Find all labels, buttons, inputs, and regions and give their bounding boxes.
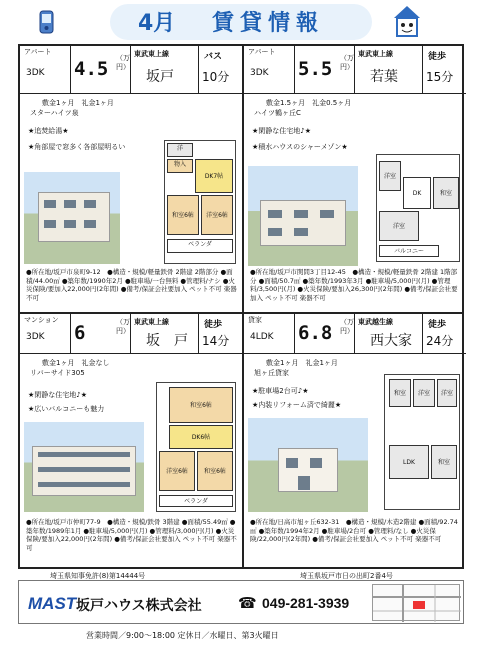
rent-unit: （万円） <box>116 318 130 335</box>
feature-text: ★追焚給湯★ <box>28 127 69 135</box>
house-mascot-icon <box>390 2 424 42</box>
access-minutes: 24分 <box>426 334 454 348</box>
floor-plan: 和室6帖 DK6帖 洋室6帖 和室6帖 ベランダ <box>156 382 236 512</box>
phone-number[interactable]: 049-281-3939 <box>262 595 350 611</box>
rent-price: 6 <box>74 322 86 344</box>
property-type: アパート <box>24 48 52 56</box>
building-name: リバーサイド305 <box>30 369 85 377</box>
company-logo: MAST <box>28 594 77 613</box>
deposit-terms: 敷金1ヶ月 礼金なし <box>42 359 110 367</box>
building-photo <box>24 422 144 512</box>
station-name: 坂 戸 <box>146 333 188 349</box>
page-header <box>0 0 482 44</box>
deposit-terms: 敷金1.5ヶ月 礼金0.5ヶ月 <box>266 99 352 107</box>
room-layout: 4LDK <box>250 332 274 342</box>
feature-text: ★積水ハウスのシャーメゾン★ <box>252 143 348 151</box>
company-address: 埼玉県坂戸市日の出町2番4号 <box>300 572 393 580</box>
station-name: 西大家 <box>370 333 412 349</box>
train-line: 東武東上線 <box>358 50 393 58</box>
floor-plan: 洋 物入 DK7帖 和室6帖 洋室6帖 ベランダ <box>164 140 236 264</box>
floor-plan: 和室 洋室 洋室 LDK 和室 <box>384 374 460 510</box>
access-method: バス <box>204 52 223 62</box>
property-details: ●所在地/坂戸市泉町9-12 ●構造・規模/軽量鉄骨 2階建 2階部分 ●面積/44.00㎡ ●築年数/1990年2月 ●駐車場/一台無料 ●管理料/ナシ ●火災保険/要加入22,000円(2年間) ●備考/保証会社要加入 ペット不可 楽器不可 <box>26 268 237 302</box>
building-name: スターハイツ泉 <box>30 109 79 117</box>
company-name: 坂戸ハウス株式会社 <box>76 598 202 614</box>
title-month: 4月 <box>138 11 176 36</box>
property-type: マンション <box>24 316 59 324</box>
access-method: 徒歩 <box>428 320 447 330</box>
access-method: 徒歩 <box>428 52 447 62</box>
property-details: ●所在地/坂戸市関間3丁目12-45 ●構造・規模/軽量鉄骨 2階建 1階部分 ●面積/50.7㎡ ●築年数/1993年3月 ●駐車場/5,000円(月) ●管理料/3,500円(月) ●火災保険/要加入26,300円(2年間) ●備考/保証会社要加入 ペット不可 楽器不可 <box>250 268 458 302</box>
room-layout: 3DK <box>26 68 45 78</box>
listing-header <box>20 46 242 94</box>
room-layout: 3DK <box>26 332 45 342</box>
feature-text: ★角部屋で窓多く各部屋明るい <box>28 143 126 151</box>
train-line: 東武東上線 <box>134 50 169 58</box>
listing-header <box>20 314 242 354</box>
building-name: ハイツ鶴ヶ丘C <box>254 109 301 117</box>
property-type: 貸家 <box>248 316 262 324</box>
feature-text: ★内装リフォーム済で綺麗★ <box>252 401 342 409</box>
building-photo <box>248 166 358 266</box>
listing-header <box>244 314 466 354</box>
property-details: ●所在地/坂戸市仲町77-9 ●構造・規模/鉄骨 3階建 ●面積/55.49㎡ ●築年数/1989年1月 ●駐車場/5,000円(月) ●管理料/3,000円(月) ●火災保険/要加入22,000円(2年間) ●備考/保証会社要加入 ペット不可 楽器不可 <box>26 518 237 552</box>
license-number: 埼玉県知事免許(8)第14444号 <box>50 572 146 580</box>
property-details: ●所在地/日高市旭ヶ丘632-31 ●構造・規模/木造2階建 ●面積/92.74㎡ ●築年数/1994年2月 ●駐車場/2台可 ●管理料/なし ●火災保険/22,000円(2年間) ●備考/保証会社要加入 ペット不可 楽器不可 <box>250 518 458 543</box>
listing-header <box>244 46 466 94</box>
listing-card[interactable] <box>244 46 466 312</box>
listing-grid <box>18 44 464 569</box>
telephone-icon: ☎ <box>238 594 257 612</box>
feature-text: ★閑静な住宅地♪★ <box>28 391 88 399</box>
deposit-terms: 敷金1ヶ月 礼金1ヶ月 <box>266 359 338 367</box>
property-type: アパート <box>248 48 276 56</box>
rent-price: 6.8 <box>298 322 333 344</box>
rent-unit: （万円） <box>340 54 354 71</box>
building-photo <box>248 418 368 512</box>
floor-plan: 洋室 DK 和室 洋室 バルコニー <box>376 154 460 262</box>
listing-card[interactable] <box>20 314 242 567</box>
room-layout: 3DK <box>250 68 269 78</box>
feature-text: ★広いバルコニーも魅力 <box>28 405 105 413</box>
location-map <box>372 584 460 621</box>
business-hours: 営業時間／9:00～18:00 定休日／水曜日、第3火曜日 <box>86 631 279 640</box>
feature-text: ★駐車場2台可♪★ <box>252 387 309 395</box>
rent-price: 5.5 <box>298 58 333 80</box>
access-method: 徒歩 <box>204 320 223 330</box>
listing-card[interactable] <box>20 46 242 312</box>
station-name: 若葉 <box>370 69 398 85</box>
feature-text: ★閑静な住宅地♪★ <box>252 127 312 135</box>
access-minutes: 14分 <box>202 334 230 348</box>
page-title: 賃貸情報 <box>212 11 325 36</box>
train-line: 東武東上線 <box>134 318 169 326</box>
building-photo <box>24 172 120 264</box>
map-roads-icon <box>373 585 461 622</box>
train-line: 東武越生線 <box>358 318 393 326</box>
rent-unit: （万円） <box>116 54 130 71</box>
access-minutes: 15分 <box>426 70 454 84</box>
rent-unit: （万円） <box>340 318 354 335</box>
listing-card[interactable] <box>244 314 466 567</box>
building-name: 旭ヶ丘貸家 <box>254 369 289 377</box>
station-name: 坂戸 <box>146 69 174 85</box>
phone-mascot-icon <box>32 8 62 38</box>
deposit-terms: 敷金1ヶ月 礼金1ヶ月 <box>42 99 114 107</box>
rent-price: 4.5 <box>74 58 109 80</box>
access-minutes: 10分 <box>202 70 230 84</box>
